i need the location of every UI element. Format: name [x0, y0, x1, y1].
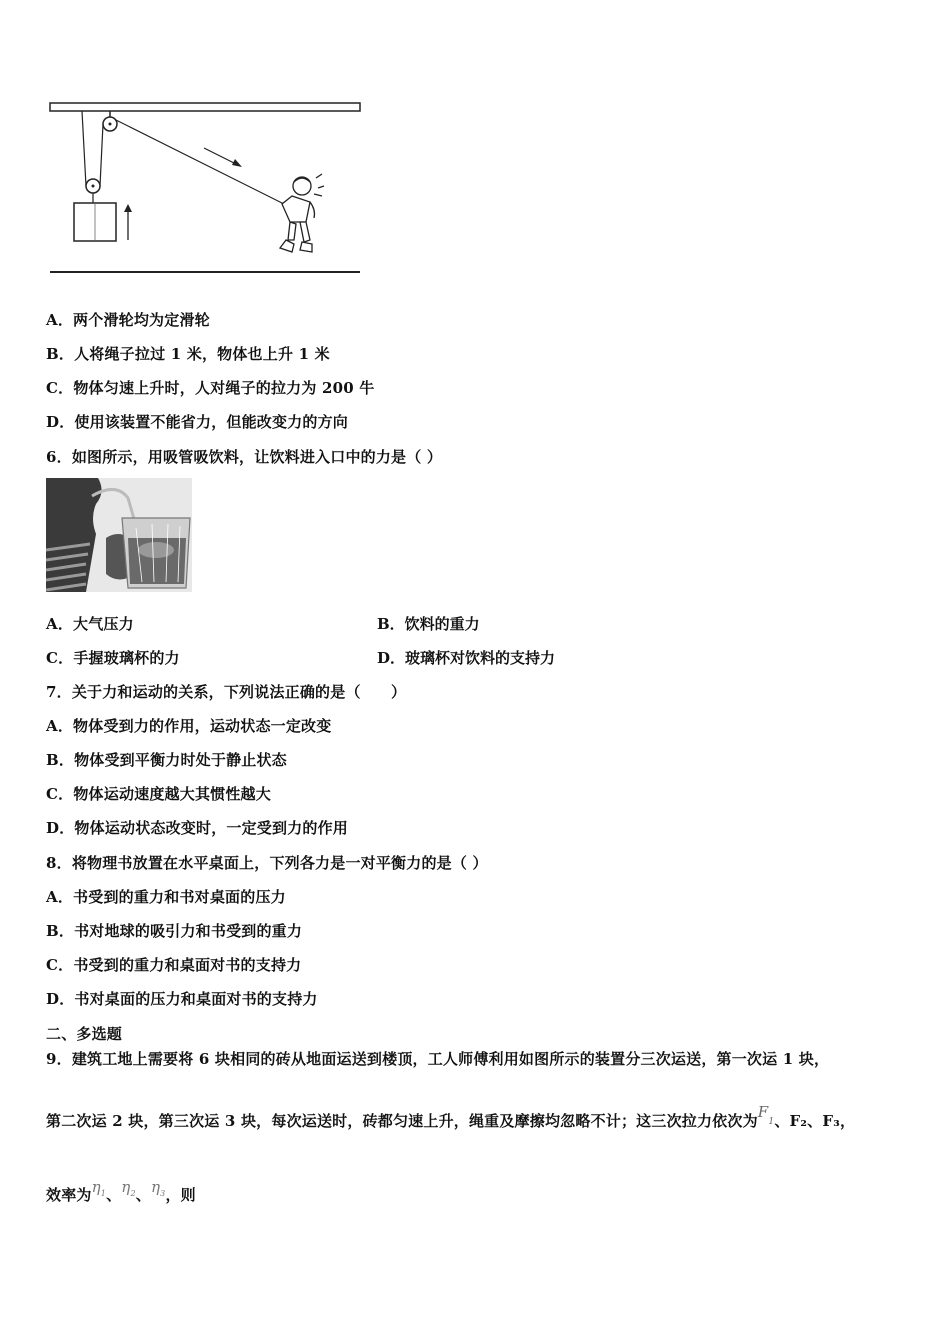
f1-symbol: $F_1$	[757, 1103, 775, 1127]
section-title: 二、多选题	[46, 1025, 123, 1043]
straw-drinking-photo	[46, 478, 192, 592]
q5-option-a: A．两个滑轮均为定滑轮	[46, 311, 210, 329]
q7-option-b: B．物体受到平衡力时处于静止状态	[46, 751, 287, 769]
q5-option-d: D．使用该装置不能省力，但能改变力的方向	[46, 413, 349, 431]
q8-option-d: D．书对桌面的压力和桌面对书的支持力	[46, 990, 318, 1008]
q7-option-a: A．物体受到力的作用，运动状态一定改变	[46, 717, 332, 735]
q8-option-a: A．书受到的重力和书对桌面的压力	[46, 888, 286, 906]
q9-line2-rest: 、F₂、F₃，	[774, 1112, 856, 1130]
q6-option-d: D．玻璃杯对饮料的支持力	[377, 649, 556, 667]
q5-option-c: C．物体匀速上升时，人对绳子的拉力为 200 牛	[46, 379, 375, 397]
pulley-figure	[46, 98, 364, 278]
q9-line2	[46, 1103, 856, 1138]
q5-option-b: B．人将绳子拉过 1 米，物体也上升 1 米	[46, 345, 330, 363]
eta3-symbol: $\eta_3$	[150, 1178, 166, 1198]
q6-option-b: B．饮料的重力	[377, 615, 480, 633]
q9-line2-text: 第二次运 2 块，第三次运 3 块，每次运送时，砖都匀速上升，绳重及摩擦均忽略不计；这三次拉力依次为	[46, 1112, 758, 1130]
eta1-symbol: $\eta_1$	[91, 1178, 107, 1198]
q6-stem: 6．如图所示，用吸管吸饮料，让饮料进入口中的力是（ ）	[46, 448, 443, 466]
q8-stem: 8．将物理书放置在水平桌面上，下列各力是一对平衡力的是（ ）	[46, 854, 488, 872]
q9-line1: 9．建筑工地上需要将 6 块相同的砖从地面运送到楼顶，工人师傅利用如图所示的装置分三次运送，第一次运 1 块，	[46, 1050, 830, 1068]
q7-stem: 7．关于力和运动的关系，下列说法正确的是（ ）	[46, 683, 407, 701]
q6-option-c: C．手握玻璃杯的力	[46, 649, 180, 667]
person-icon	[280, 174, 324, 252]
q8-option-c: C．书受到的重力和桌面对书的支持力	[46, 956, 302, 974]
eta2-symbol: $\eta_2$	[121, 1178, 136, 1198]
q8-option-b: B．书对地球的吸引力和书受到的重力	[46, 922, 303, 940]
q9-line3: 效率为$\eta_1$、$\eta_2$、$\eta_3$，则	[46, 1178, 196, 1204]
q7-option-c: C．物体运动速度越大其惯性越大	[46, 785, 271, 803]
q6-option-a: A．大气压力	[46, 615, 134, 633]
q7-option-d: D．物体运动状态改变时，一定受到力的作用	[46, 819, 349, 837]
